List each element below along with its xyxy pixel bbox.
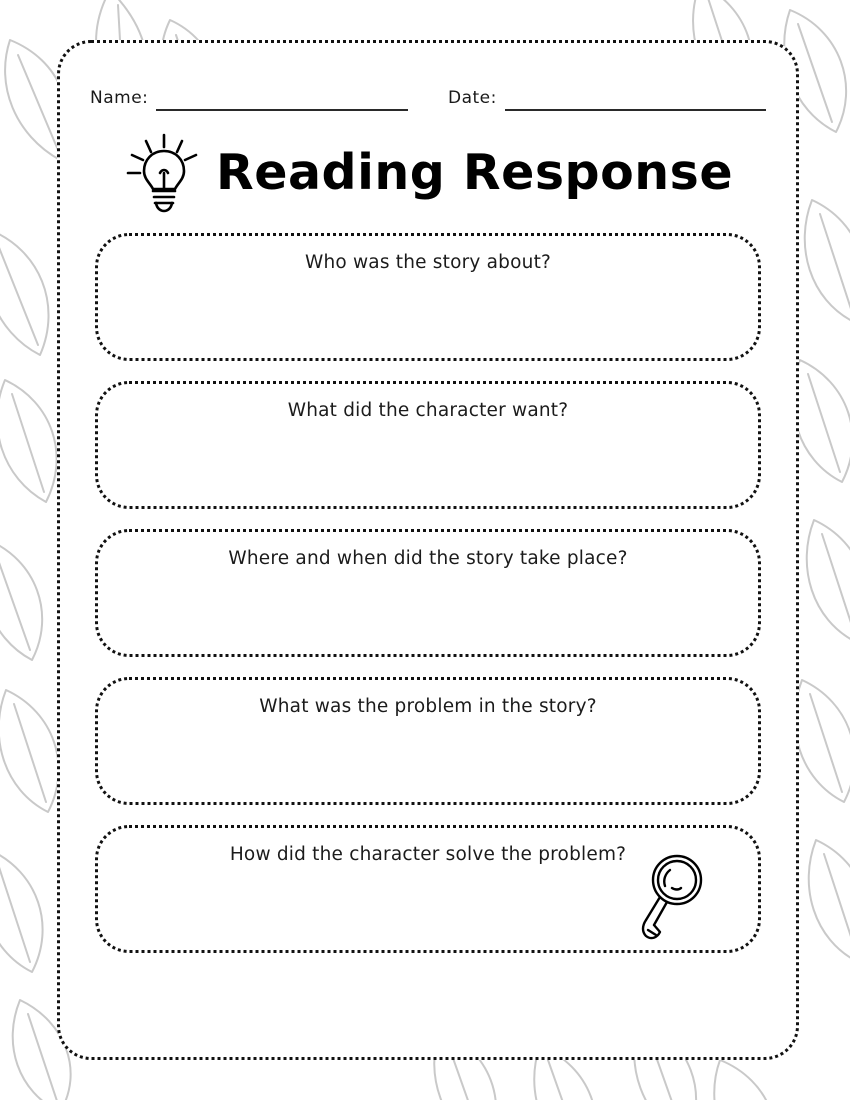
page-title: Reading Response <box>216 143 734 201</box>
question-card-want[interactable] <box>95 381 761 509</box>
date-label: Date: <box>448 88 497 108</box>
worksheet-sheet <box>57 40 799 1060</box>
question-card-setting[interactable] <box>95 529 761 657</box>
question-prompt: How did the character solve the problem? <box>229 844 627 865</box>
answer-area-problem[interactable] <box>122 732 734 788</box>
magnifying-glass-decor <box>634 848 712 944</box>
magnifying-glass-icon <box>634 848 712 944</box>
page-title-block <box>120 129 733 215</box>
question-card-who[interactable] <box>95 233 761 361</box>
question-card-solution[interactable] <box>95 825 761 953</box>
question-prompt: Where and when did the story take place? <box>228 548 628 569</box>
question-card-list <box>95 233 761 973</box>
date-field[interactable] <box>448 75 766 111</box>
question-prompt: What was the problem in the story? <box>259 696 597 717</box>
header-fields <box>90 75 766 111</box>
date-input-line[interactable] <box>505 87 766 111</box>
name-input-line[interactable] <box>156 87 408 111</box>
question-prompt: What did the character want? <box>287 400 569 421</box>
name-field[interactable] <box>90 75 408 111</box>
answer-area-want[interactable] <box>122 436 734 492</box>
name-label: Name: <box>90 88 149 108</box>
question-card-problem[interactable] <box>95 677 761 805</box>
lightbulb-icon <box>120 129 202 215</box>
question-prompt: Who was the story about? <box>304 252 552 273</box>
answer-area-setting[interactable] <box>122 584 734 640</box>
answer-area-who[interactable] <box>122 288 734 344</box>
